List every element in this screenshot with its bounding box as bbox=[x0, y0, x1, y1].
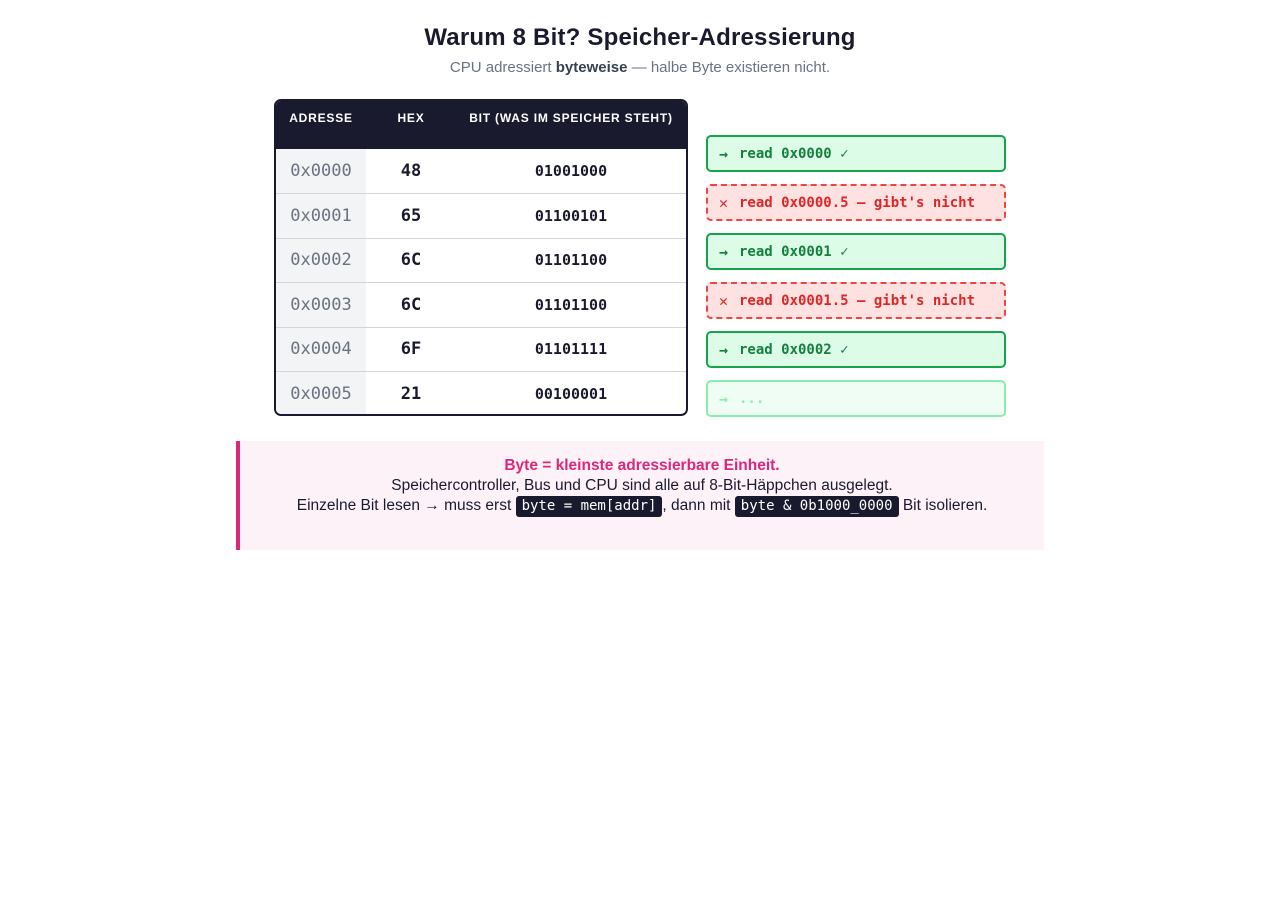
table-row bbox=[276, 372, 686, 417]
cross-icon: ✕ bbox=[719, 193, 729, 212]
address-cell: 0x0003 bbox=[276, 283, 366, 328]
subtitle-bold: byteweise bbox=[555, 59, 628, 76]
arrow-right-icon: → bbox=[719, 242, 729, 261]
info-callout bbox=[236, 441, 1044, 550]
read-item-text: ... bbox=[739, 390, 765, 407]
table-row bbox=[276, 327, 686, 372]
callout-line-2 bbox=[280, 496, 1004, 517]
page-subtitle bbox=[0, 59, 1280, 76]
column-header-hex: HEX bbox=[366, 101, 456, 149]
read-item-invalid bbox=[706, 282, 1006, 319]
callout-heading: Byte = kleinste adressierbare Einheit. bbox=[504, 457, 780, 474]
code-snippet-read-byte: byte = mem[addr] bbox=[516, 496, 663, 517]
column-header-bits: BIT (WAS IM SPEICHER STEHT) bbox=[456, 101, 686, 149]
address-cell: 0x0001 bbox=[276, 194, 366, 239]
read-item-text: read 0x0001 ✓ bbox=[739, 243, 849, 260]
bits-cell: 01001000 bbox=[534, 162, 608, 180]
bits-cell: 00100001 bbox=[456, 372, 686, 417]
read-operations-list bbox=[706, 135, 1006, 429]
hex-cell: 21 bbox=[366, 372, 456, 417]
read-item-ok bbox=[706, 135, 1006, 172]
read-item-invalid bbox=[706, 184, 1006, 221]
read-item-text: read 0x0000.5 — gibt's nicht bbox=[739, 194, 976, 211]
bits-cell: 01101111 bbox=[456, 327, 686, 372]
arrow-right-icon: → bbox=[719, 144, 729, 163]
bits-cell: 01101100 bbox=[456, 238, 686, 283]
cross-icon: ✕ bbox=[719, 291, 729, 310]
table-row bbox=[276, 194, 686, 239]
read-item-text: read 0x0002 ✓ bbox=[739, 341, 849, 358]
bits-cell: 01101100 bbox=[456, 283, 686, 328]
callout-line-1: Speichercontroller, Bus und CPU sind alle auf 8-Bit-Häppchen ausgelegt. bbox=[391, 477, 893, 494]
address-cell: 0x0004 bbox=[276, 327, 366, 372]
hex-cell: 48 bbox=[400, 161, 422, 181]
read-item-more bbox=[706, 380, 1006, 417]
callout-text: Bit isolieren. bbox=[898, 497, 988, 514]
arrow-right-icon: → bbox=[719, 340, 729, 359]
column-header-address: ADRESSE bbox=[276, 101, 366, 149]
address-cell: 0x0000 bbox=[276, 149, 366, 194]
subtitle-post: — halbe Byte existieren nicht. bbox=[627, 59, 831, 76]
read-item-ok bbox=[706, 331, 1006, 368]
hex-cell: 6C bbox=[366, 238, 456, 283]
bits-cell: 01100101 bbox=[456, 194, 686, 239]
page-title: Warum 8 Bit? Speicher-Adressierung bbox=[424, 24, 856, 51]
hex-cell: 65 bbox=[366, 194, 456, 239]
hex-cell: 6C bbox=[366, 283, 456, 328]
read-item-text: read 0x0000 ✓ bbox=[739, 145, 849, 162]
subtitle-pre: CPU adressiert bbox=[449, 59, 556, 76]
arrow-right-icon: → bbox=[719, 389, 729, 408]
address-cell: 0x0005 bbox=[276, 372, 366, 417]
read-item-text: read 0x0001.5 — gibt's nicht bbox=[739, 292, 976, 309]
callout-text: , dann mit bbox=[662, 497, 735, 514]
table-row bbox=[276, 283, 686, 328]
callout-text: Einzelne Bit lesen → muss erst bbox=[296, 497, 516, 514]
memory-table bbox=[274, 99, 688, 416]
read-item-ok bbox=[706, 233, 1006, 270]
address-cell: 0x0002 bbox=[276, 238, 366, 283]
hex-cell: 6F bbox=[366, 327, 456, 372]
table-row bbox=[276, 149, 686, 194]
table-row bbox=[276, 238, 686, 283]
code-snippet-bit-mask: byte & 0b1000_0000 bbox=[735, 496, 899, 517]
table-header-row bbox=[276, 101, 686, 149]
